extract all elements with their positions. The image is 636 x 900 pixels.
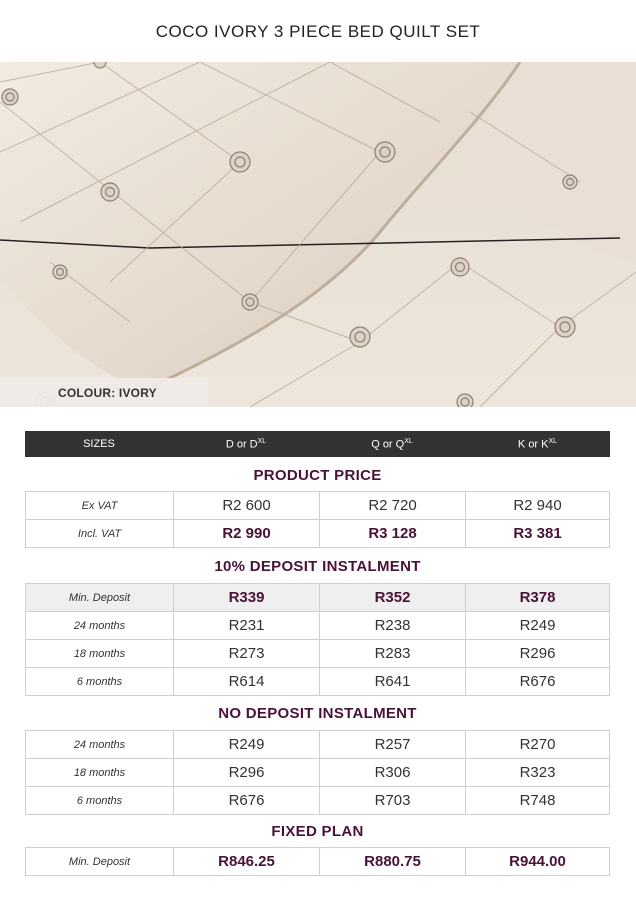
table-row [25, 492, 610, 520]
table-row [25, 731, 610, 759]
value-king: R748 [465, 787, 610, 814]
row-label: 24 months [25, 612, 173, 639]
size-queen-label: Q or Q [371, 438, 405, 451]
size-king-sup: XL [548, 437, 558, 445]
row-label: Incl. VAT [25, 520, 173, 547]
value-queen: R306 [319, 759, 465, 786]
no-deposit-instalment-table [25, 730, 610, 815]
value-double: R273 [173, 640, 319, 667]
value-queen: R352 [319, 584, 465, 611]
value-king: R323 [465, 759, 610, 786]
colour-label: COLOUR: IVORY [0, 378, 208, 407]
product-price-table [25, 491, 610, 548]
value-double: R676 [173, 787, 319, 814]
price-double: R2 600 [173, 492, 319, 519]
row-label: 6 months [25, 787, 173, 814]
size-queen-sup: XL [404, 437, 413, 445]
deposit-instalment-table [25, 583, 610, 696]
price-double: R2 990 [173, 520, 319, 547]
fixed-plan-title: FIXED PLAN [271, 823, 364, 840]
size-king-label: K or K [517, 438, 549, 451]
value-queen: R641 [319, 668, 465, 695]
row-label: 6 months [25, 668, 173, 695]
size-king-header [465, 438, 610, 451]
price-queen: R3 128 [319, 520, 465, 547]
value-king: R296 [465, 640, 610, 667]
size-double-header [173, 438, 319, 451]
value-king: R249 [465, 612, 610, 639]
table-row [25, 848, 610, 876]
product-price-title: PRODUCT PRICE [253, 467, 382, 484]
page-title: COCO IVORY 3 PIECE BED QUILT SET [155, 22, 481, 41]
fixed-plan-table [25, 847, 610, 876]
sizes-header-label: SIZES [83, 438, 115, 450]
sizes-header [25, 431, 610, 457]
row-label: 18 months [25, 759, 173, 786]
no-deposit-instalment-title: NO DEPOSIT INSTALMENT [218, 705, 417, 722]
size-queen-header [319, 438, 465, 451]
row-label: Ex VAT [25, 492, 173, 519]
row-label: Min. Deposit [25, 848, 173, 875]
row-label: Min. Deposit [25, 584, 173, 611]
table-row [25, 759, 610, 787]
size-double-sup: XL [257, 437, 267, 445]
deposit-instalment-title: 10% DEPOSIT INSTALMENT [214, 558, 421, 575]
value-king: R378 [465, 584, 610, 611]
value-double: R614 [173, 668, 319, 695]
value-double: R249 [173, 731, 319, 758]
value-king: R270 [465, 731, 610, 758]
value-queen: R257 [319, 731, 465, 758]
table-row [25, 584, 610, 612]
price-king: R2 940 [465, 492, 610, 519]
row-label: 24 months [25, 731, 173, 758]
table-row [25, 668, 610, 696]
table-row [25, 520, 610, 548]
table-row [25, 612, 610, 640]
table-row [25, 787, 610, 815]
product-photo [0, 62, 636, 407]
size-double-label: D or D [225, 438, 258, 451]
value-queen: R703 [319, 787, 465, 814]
price-king: R3 381 [465, 520, 610, 547]
value-double: R846.25 [173, 848, 319, 875]
value-double: R296 [173, 759, 319, 786]
value-queen: R880.75 [319, 848, 465, 875]
table-row [25, 640, 610, 668]
quilt-illustration [0, 62, 636, 407]
value-king: R676 [465, 668, 610, 695]
price-queen: R2 720 [319, 492, 465, 519]
value-double: R339 [173, 584, 319, 611]
row-label: 18 months [25, 640, 173, 667]
value-queen: R238 [319, 612, 465, 639]
value-queen: R283 [319, 640, 465, 667]
value-king: R944.00 [465, 848, 610, 875]
value-double: R231 [173, 612, 319, 639]
